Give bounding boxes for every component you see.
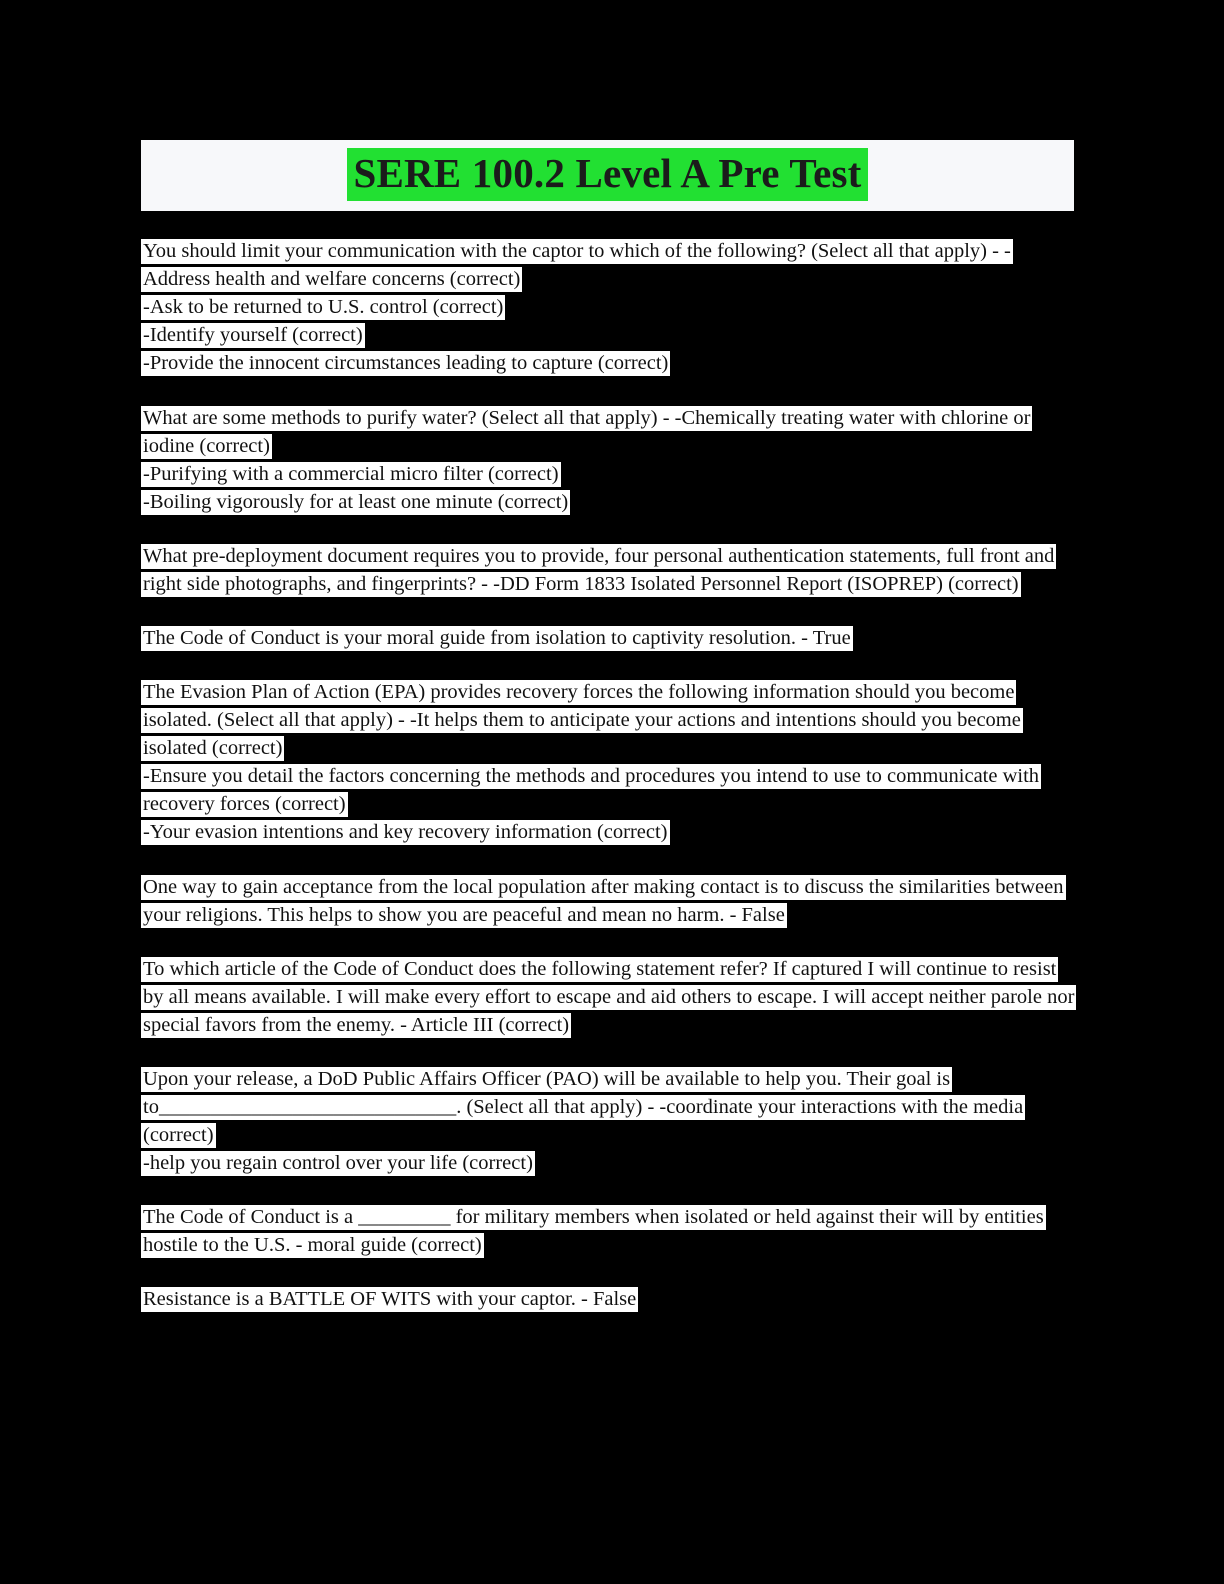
qa-line: -Provide the innocent circumstances leading to capture (correct) <box>143 352 669 375</box>
qa-block <box>141 404 1076 516</box>
qa-line: What are some methods to purify water? (Select all that apply) - -Chemically treating water with chlorine or iodine (correct) <box>143 406 1031 457</box>
qa-line: -Ensure you detail the factors concerning the methods and procedures you intend to use to communicate with recovery forces (correct) <box>143 765 1040 816</box>
qa-block <box>141 624 1076 652</box>
document-title-bar <box>141 140 1074 211</box>
qa-block <box>141 237 1076 377</box>
qa-line: -Ask to be returned to U.S. control (correct) <box>143 296 504 319</box>
page-title: SERE 100.2 Level A Pre Test <box>347 148 867 201</box>
qa-line: -Your evasion intentions and key recovery information (correct) <box>143 821 668 844</box>
qa-line: The Evasion Plan of Action (EPA) provides recovery forces the following information should you become isolated. (Select all that apply) - -It helps them to anticipate your actions and intentions should you become isolated (correct) <box>143 681 1021 760</box>
qa-line: Resistance is a BATTLE OF WITS with your captor. - False <box>143 1288 637 1311</box>
qa-line: What pre-deployment document requires you to provide, four personal authentication statements, full front and right side photographs, and fingerprints? - -DD Form 1833 Isolated Personnel Report (ISOPREP) (correct) <box>143 544 1055 595</box>
qa-block <box>141 1065 1076 1177</box>
qa-block <box>141 542 1076 598</box>
qa-line: -Purifying with a commercial micro filter (correct) <box>143 462 559 485</box>
qa-line: One way to gain acceptance from the local population after making contact is to discuss the similarities between your religions. This helps to show you are peaceful and mean no harm. - False <box>143 875 1064 926</box>
qa-line: Upon your release, a DoD Public Affairs Officer (PAO) will be available to help you. Their goal is to_____________________________. (Select all that apply) - -coordinate your interactions with the media (correct) <box>143 1067 1024 1147</box>
qa-block <box>141 955 1076 1039</box>
qa-line: -Boiling vigorously for at least one minute (correct) <box>143 490 569 513</box>
qa-line: You should limit your communication with the captor to which of the following? (Select all that apply) - -Address health and welfare concerns (correct) <box>143 240 1011 291</box>
qa-block <box>141 1285 1076 1313</box>
qa-line: The Code of Conduct is a _________ for military members when isolated or held against their will by entities hostile to the U.S. - moral guide (correct) <box>143 1206 1044 1257</box>
qa-line: -Identify yourself (correct) <box>143 324 363 347</box>
document-content <box>141 140 1076 1313</box>
qa-block <box>141 873 1076 929</box>
qa-line: The Code of Conduct is your moral guide from isolation to captivity resolution. - True <box>143 627 851 649</box>
qa-block <box>141 1203 1076 1259</box>
qa-line: To which article of the Code of Conduct does the following statement refer? If captured I will continue to resist by all means available. I will make every effort to escape and aid others to escape. I will accept neither parole nor special favors from the enemy. - Article III (correct) <box>143 957 1075 1036</box>
qa-line: -help you regain control over your life (correct) <box>143 1152 533 1175</box>
qa-block <box>141 678 1076 846</box>
